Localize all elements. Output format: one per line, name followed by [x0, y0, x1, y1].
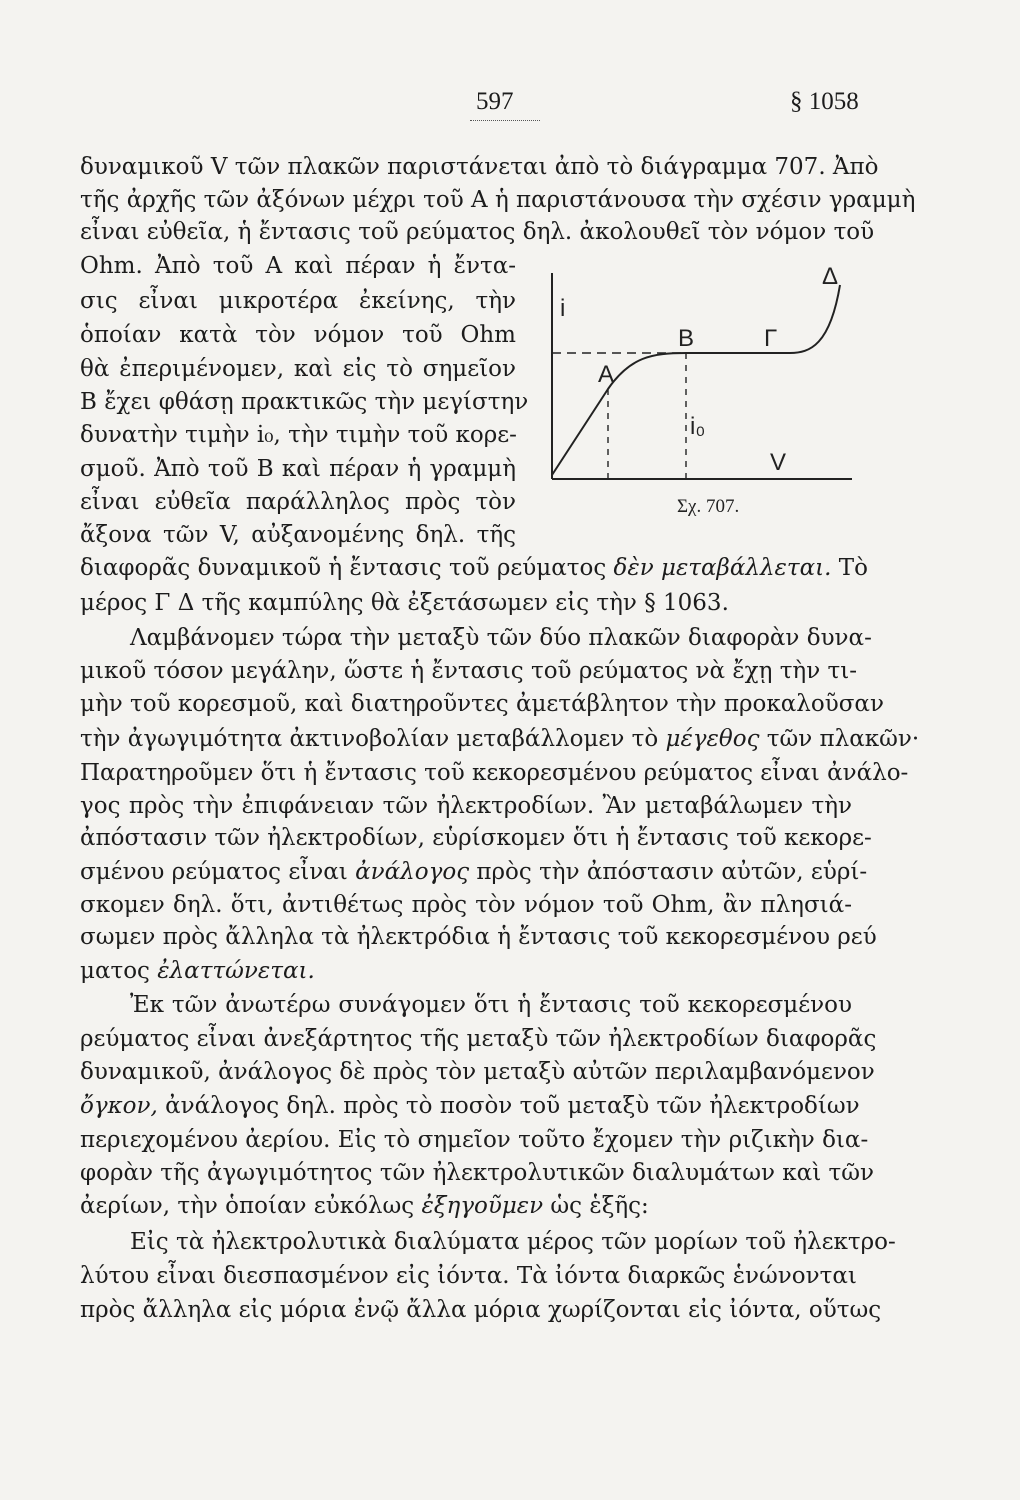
diagram-graphic — [540, 265, 860, 530]
current-voltage-curve — [552, 285, 840, 475]
point-label-gamma: Γ — [764, 325, 778, 352]
text-run: διαφορᾶς δυναμικοῦ ἡ ἔντασις τοῦ ρεύματος — [80, 555, 614, 581]
text-line — [80, 956, 852, 986]
text-line: ἄξονα τῶν V, αὐξανομένης δηλ. τῆς — [80, 522, 516, 548]
section-number: § 1058 — [790, 88, 859, 115]
text-run: Τὸ — [831, 555, 868, 581]
text-run: τῶν πλακῶν· — [759, 726, 920, 752]
text-line: δυναμικοῦ V τῶν πλακῶν παριστάνεται ἀπὸ τὸ διάγραμμα 707. Ἀπὸ — [80, 154, 879, 180]
point-label-a: A — [598, 361, 615, 388]
text-line — [80, 1191, 852, 1221]
text-line: μέρος Γ Δ τῆς καμπύλης θὰ ἐξετάσωμεν εἰς τὴν § 1063. — [80, 590, 729, 616]
saturation-current-label: i₀ — [690, 413, 706, 440]
text-line: φορὰν τῆς ἀγωγιμότητος τῶν ἠλεκτρολυτικῶν διαλυμάτων καὶ τῶν — [80, 1160, 874, 1186]
saturation-current-diagram — [540, 265, 860, 530]
text-run: ματος — [80, 958, 158, 984]
text-run: ὡς ἑξῆς: — [543, 1193, 649, 1219]
emphasis-text: δὲν μεταβάλλεται. — [613, 555, 832, 581]
page-number: 597 — [476, 88, 514, 115]
emphasis-text: ἐλαττώνεται. — [157, 958, 315, 984]
text-line: σωμεν πρὸς ἄλληλα τὰ ἠλεκτρόδια ἡ ἔντασις τοῦ κεκορεσμένου ρεύ — [80, 924, 877, 950]
text-line: πρὸς ἄλληλα εἰς μόρια ἐνῷ ἄλλα μόρια χωρίζονται εἰς ἰόντα, οὕτως — [80, 1297, 882, 1323]
text-line: τῆς ἀρχῆς τῶν ἀξόνων μέχρι τοῦ A ἡ παριστάνουσα τὴν σχέσιν γραμμὴ — [80, 187, 916, 213]
paragraph-first-line: Λαμβάνομεν τώρα τὴν μεταξὺ τῶν δύο πλακῶν διαφορὰν δυνα- — [130, 625, 872, 651]
page-header — [0, 88, 1020, 128]
emphasis-text: ἐξηγοῦμεν — [421, 1193, 544, 1219]
text-run: πρὸς τὴν ἀπόστασιν αὐτῶν, εὑρί- — [469, 859, 868, 885]
emphasis-text: ἀνάλογος — [355, 859, 470, 885]
text-run: ἀερίων, τὴν ὁποίαν εὐκόλως — [80, 1193, 422, 1219]
axis-label-current: i — [560, 295, 566, 322]
text-line: γος πρὸς τὴν ἐπιφάνειαν τῶν ἠλεκτροδίων. Ἂν μεταβάλωμεν τὴν — [80, 793, 852, 819]
text-line: B ἔχει φθάσῃ πρακτικῶς τὴν μεγίστην — [80, 389, 529, 415]
text-line — [80, 857, 868, 887]
text-line — [80, 1091, 860, 1121]
text-line: σις εἶναι μικροτέρα ἐκείνης, τὴν — [80, 288, 516, 314]
text-run: σμένου ρεύματος εἶναι — [80, 859, 356, 885]
paragraph-first-line: Εἰς τὰ ἠλεκτρολυτικὰ διαλύματα μέρος τῶν μορίων τοῦ ἠλεκτρο- — [130, 1229, 896, 1255]
text-line — [80, 724, 920, 754]
text-line: ἀπόστασιν τῶν ἠλεκτροδίων, εὑρίσκομεν ὅτι ἡ ἔντασις τοῦ κεκορε- — [80, 825, 872, 851]
text-line: δυνατὴν τιμὴν i₀, τὴν τιμὴν τοῦ κορε- — [80, 422, 517, 448]
text-line: σκομεν δηλ. ὅτι, ἀντιθέτως πρὸς τὸν νόμον τοῦ Ohm, ἂν πλησιά- — [80, 892, 852, 918]
page-number-underline — [470, 120, 540, 121]
text-line: περιεχομένου ἀερίου. Εἰς τὸ σημεῖον τοῦτο ἔχομεν τὴν ριζικὴν δια- — [80, 1127, 869, 1153]
text-line: ρεύματος εἶναι ἀνεξάρτητος τῆς μεταξὺ τῶν ἠλεκτροδίων διαφορᾶς — [80, 1026, 877, 1052]
text-run: ἀνάλογος δηλ. πρὸς τὸ ποσὸν τοῦ μεταξὺ τῶν ἠλεκτροδίων — [157, 1093, 860, 1119]
paragraph-first-line: Ἐκ τῶν ἀνωτέρω συνάγομεν ὅτι ἡ ἔντασις τοῦ κεκορεσμένου — [130, 992, 852, 1018]
emphasis-text: μέγεθος — [665, 726, 760, 752]
text-line: σμοῦ. Ἀπὸ τοῦ B καὶ πέραν ἡ γραμμὴ — [80, 456, 516, 482]
text-line — [80, 553, 868, 583]
text-line: δυναμικοῦ, ἀνάλογος δὲ πρὸς τὸν μεταξὺ αὐτῶν περιλαμβανόμενον — [80, 1059, 875, 1085]
text-line: λύτου εἶναι διεσπασμένον εἰς ἰόντα. Τὰ ἰόντα διαρκῶς ἑνώνονται — [80, 1263, 857, 1289]
figure-caption: Σχ. 707. — [677, 496, 740, 517]
text-line: ὁποίαν κατὰ τὸν νόμον τοῦ Ohm — [80, 322, 516, 348]
text-line: εἶναι εὐθεῖα, ἡ ἔντασις τοῦ ρεύματος δηλ. ἀκολουθεῖ τὸν νόμον τοῦ — [80, 219, 875, 245]
axis-label-voltage: V — [770, 449, 787, 476]
point-label-delta: Δ — [822, 263, 839, 290]
emphasis-text: ὄγκον, — [80, 1093, 158, 1119]
text-line: μικοῦ τόσον μεγάλην, ὥστε ἡ ἔντασις τοῦ ρεύματος νὰ ἔχῃ τὴν τι- — [80, 658, 858, 684]
text-line: Παρατηροῦμεν ὅτι ἡ ἔντασις τοῦ κεκορεσμένου ρεύματος εἶναι ἀνάλο- — [80, 760, 909, 786]
text-line: Ohm. Ἀπὸ τοῦ A καὶ πέραν ἡ ἔντα- — [80, 253, 516, 279]
text-run: τὴν ἀγωγιμότητα ἀκτινοβολίαν μεταβάλλομεν τὸ — [80, 726, 666, 752]
point-label-b: B — [678, 325, 695, 352]
text-line: θὰ ἐπεριμένομεν, καὶ εἰς τὸ σημεῖον — [80, 356, 516, 382]
text-line: εἶναι εὐθεῖα παράλληλος πρὸς τὸν — [80, 489, 516, 515]
text-line: μὴν τοῦ κορεσμοῦ, καὶ διατηροῦντες ἀμετάβλητον τὴν προκαλοῦσαν — [80, 691, 884, 717]
